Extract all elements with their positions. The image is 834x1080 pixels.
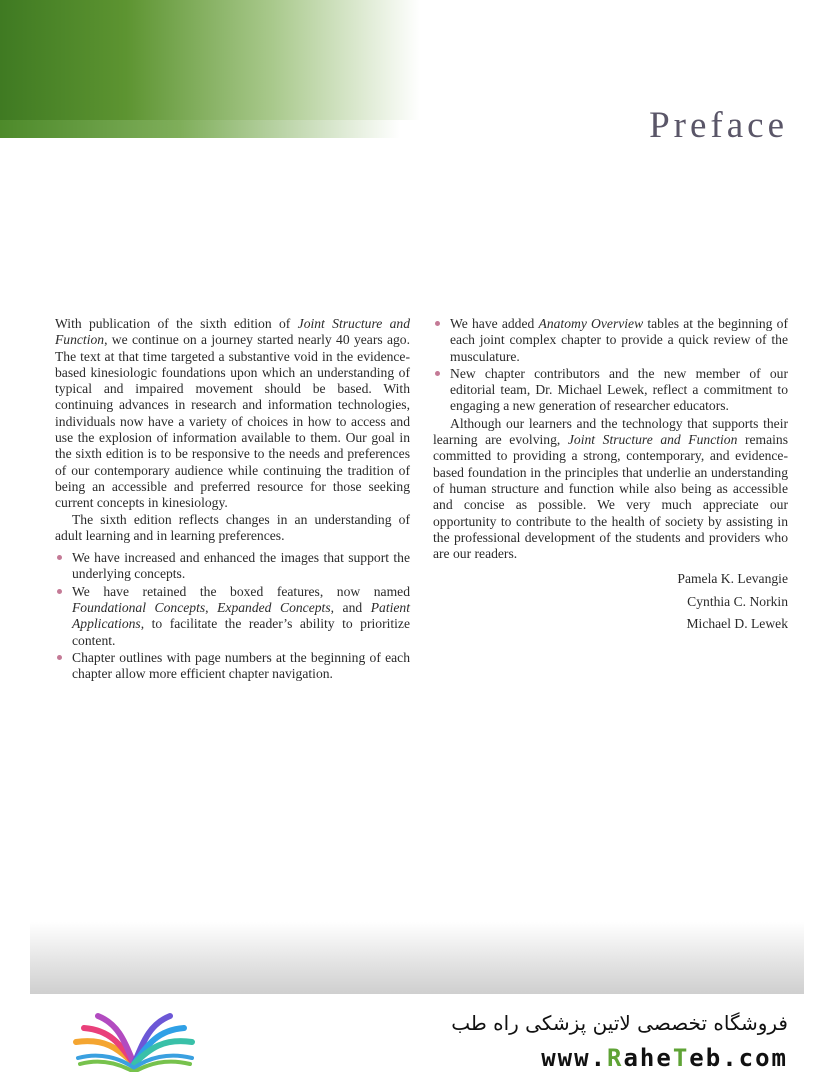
left-bullet-list [55,550,410,682]
right-column [433,316,788,638]
store-name: فروشگاه تخصصی لاتین پزشکی راه طب [451,1011,788,1035]
page-title: Preface [649,105,788,146]
closing-paragraph: Although our learners and the technology that supports their learning are evolving, Joint Structure and Function remains committed to providing a strong, contemporary, and evidence-based foundation in the principles that underlie an understanding of human structure and function while also being as accessible and concise as possible. We very much appreciate our opportunity to contribute to the health of society by assisting in the professional development of the students and providers who are our readers. [433,415,788,562]
website-url[interactable]: www.RaheTeb.com [541,1044,788,1072]
bullet-dot-icon [57,555,62,560]
header-green-band [0,0,420,120]
author-signatures [433,571,788,632]
intro-paragraph: With publication of the sixth edition of Joint Structure and Function, we continue on a journey started nearly 40 years ago. The text at that time targeted a substantive void in the evidence-based kinesiologic foundations upon which an understanding of typical and impaired movement should be based. With continuing advances in research and information technologies, individuals now have a variety of choices in how to access and use the explosion of information available to them. Our goal in the sixth edition is to be responsive to the needs and preferences of our contemporary audience while continuing the tradition of being an accessible and preferred resource for those seeking current concepts in kinesiology. [55,316,411,511]
header-green-strip [0,120,400,138]
author-name: Cynthia C. Norkin [687,593,788,609]
list-item: We have added Anatomy Overview tables at the beginning of each joint complex chapter to provide a quick review of the musculature. [433,316,788,365]
left-column [55,316,410,684]
list-item: Chapter outlines with page numbers at the beginning of each chapter allow more efficient chapter navigation. [55,650,410,683]
right-bullet-list [433,316,788,415]
list-item: We have retained the boxed features, now named Foundational Concepts, Expanded Concepts, and Patient Applications, to facilitate the reader’s ability to prioritize content. [55,584,410,649]
list-item: We have increased and enhanced the images that support the underlying concepts. [55,550,410,583]
bullet-dot-icon [435,321,440,326]
author-name: Michael D. Lewek [686,616,788,632]
bullet-dot-icon [57,655,62,660]
bullet-dot-icon [57,589,62,594]
list-item: New chapter contributors and the new member of our editorial team, Dr. Michael Lewek, reflect a commitment to engaging a new generation of researcher educators. [433,366,788,415]
footer-gray-fade [30,922,804,994]
open-book-logo-icon [70,1008,200,1072]
author-name: Pamela K. Levangie [677,571,788,587]
second-paragraph: The sixth edition reflects changes in an understanding of adult learning and in learning preferences. [55,511,410,543]
bullet-dot-icon [435,371,440,376]
